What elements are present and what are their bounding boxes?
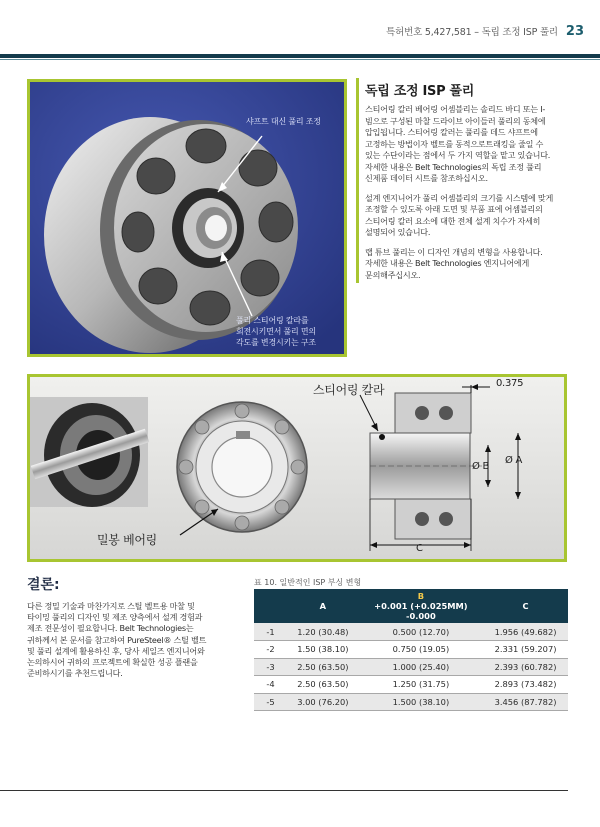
conclusion-line: 다른 정밀 기술과 마찬가지로 스틸 벨트용 마찰 및 bbox=[27, 601, 195, 611]
conclusion-line: 귀하께서 본 문서를 참고하여 PureSteel® 스틸 벨트 bbox=[27, 634, 207, 645]
isp-bushing-table bbox=[254, 589, 568, 711]
label-steering-collar: 스티어링 칼라 bbox=[313, 383, 385, 397]
label-dim-a: Ø A bbox=[505, 455, 522, 466]
table-cell: 2.50 (63.50) bbox=[287, 676, 359, 694]
photo-label-bottom-line: 풀리 스티어링 칼라를 bbox=[236, 316, 309, 325]
header-title: 특허번호 5,427,581 – 독립 조정 ISP 풀리 bbox=[386, 27, 558, 38]
table-cell: -1 bbox=[254, 623, 287, 641]
table-cell: -5 bbox=[254, 693, 287, 711]
table-header-b-title: B bbox=[417, 591, 425, 601]
header-rule-thin bbox=[0, 59, 600, 60]
isp-line: 신제품 데이터 시트를 참조하십시오. bbox=[365, 173, 488, 183]
pulley-photo bbox=[27, 79, 347, 357]
isp-line: 압입됩니다. 스티어링 칼러는 풀리를 데드 샤프트에 bbox=[365, 127, 538, 137]
table-header-index bbox=[254, 589, 287, 623]
table-row bbox=[254, 658, 568, 676]
table-header-b-tolerance-minus: -0.000 bbox=[406, 611, 436, 621]
isp-line: 자세한 내용은 Belt Technologies 엔지니어에게 bbox=[365, 258, 530, 268]
table-cell: 2.893 (73.482) bbox=[483, 676, 568, 694]
conclusion-line: 타이밍 풀리의 디자인 및 제조 양측에서 설계 경험과 bbox=[27, 612, 203, 623]
table-cell: 3.00 (76.20) bbox=[287, 693, 359, 711]
conclusion-title: 결론: bbox=[27, 577, 60, 593]
page-header bbox=[386, 20, 584, 42]
table-row bbox=[254, 676, 568, 694]
table-cell: 1.000 (25.40) bbox=[359, 658, 483, 676]
isp-line: 고정하는 방법이자 벨트를 동적으로트래킹을 줄일 수 bbox=[365, 138, 544, 149]
isp-paragraph bbox=[365, 193, 586, 239]
table-header-row bbox=[254, 589, 568, 623]
conclusion-section bbox=[27, 574, 252, 679]
conclusion-line: 준비하시기를 추천드립니다. bbox=[27, 668, 123, 679]
isp-paragraph bbox=[365, 247, 586, 282]
isp-line: 설명되어 있습니다. bbox=[365, 227, 431, 237]
photo-label-bottom bbox=[236, 315, 316, 348]
isp-paragraph bbox=[365, 104, 586, 185]
isp-line: 빔으로 구성된 마찰 드라이브 아이들러 풀리의 동체에 bbox=[365, 115, 546, 126]
header-rule bbox=[0, 54, 600, 58]
table-cell: 3.456 (87.782) bbox=[483, 693, 568, 711]
table-cell: -4 bbox=[254, 676, 287, 694]
table-header-c: C bbox=[483, 589, 568, 623]
table-cell: 1.250 (31.75) bbox=[359, 676, 483, 694]
conclusion-line: 및 풀리 설계에 활용하신 후, 당사 세일즈 엔지니어와 bbox=[27, 645, 205, 656]
table-cell: -2 bbox=[254, 641, 287, 659]
table-cell: 2.393 (60.782) bbox=[483, 658, 568, 676]
isp-line: 있는 수단이라는 점에서 두 가지 역할을 맡고 있습니다. bbox=[365, 150, 551, 160]
steering-collar-diagram bbox=[27, 374, 567, 562]
isp-line: 랩 튜브 풀리는 이 디자인 개념의 변형을 사용합니다. bbox=[365, 246, 543, 257]
photo-label-bottom-line: 회전시키면서 풀리 면의 bbox=[236, 327, 316, 336]
footer-rule bbox=[0, 790, 568, 791]
table-cell: -3 bbox=[254, 658, 287, 676]
table-header-b bbox=[359, 589, 483, 623]
table-cell: 2.331 (59.207) bbox=[483, 641, 568, 659]
table-cell: 1.20 (30.48) bbox=[287, 623, 359, 641]
table-cell: 1.50 (38.10) bbox=[287, 641, 359, 659]
label-dim-b: Ø B bbox=[472, 461, 490, 472]
table-header-a: A bbox=[287, 589, 359, 623]
table-row bbox=[254, 693, 568, 711]
photo-label-bottom-line: 각도를 변경시키는 구조 bbox=[236, 338, 316, 347]
table-cell: 2.50 (63.50) bbox=[287, 658, 359, 676]
conclusion-text bbox=[27, 601, 252, 679]
table-cell: 0.500 (12.70) bbox=[359, 623, 483, 641]
table-row bbox=[254, 641, 568, 659]
isp-section bbox=[356, 78, 586, 283]
isp-line: 조정할 수 있도록 아래 도면 및 부품 표에 어셈블리의 bbox=[365, 204, 543, 214]
page-number: 23 bbox=[565, 23, 584, 39]
conclusion-line: 논의하시어 귀하의 프로젝트에 확실한 성공 플랜을 bbox=[27, 657, 198, 668]
isp-line: 스티어링 칼러 베어링 어셈블리는 솔리드 바디 또는 I- bbox=[365, 104, 546, 114]
isp-line: 문의해주십시오. bbox=[365, 269, 421, 280]
conclusion-line: 제조 전문성이 필요합니다. Belt Technologies는 bbox=[27, 623, 194, 634]
isp-line: 설계 엔지니어가 풀리 어셈블리의 크기를 시스템에 맞게 bbox=[365, 192, 554, 203]
table-cell: 1.956 (49.682) bbox=[483, 623, 568, 641]
photo-label-top: 샤프트 대신 풀리 조정 bbox=[246, 117, 321, 126]
label-dim-c: C bbox=[416, 543, 423, 554]
isp-line: 자세한 내용은 Belt Technologies의 독립 조정 풀리 bbox=[365, 161, 542, 172]
isp-section-title: 독립 조정 ISP 풀리 bbox=[365, 84, 475, 99]
table-cell: 0.750 (19.05) bbox=[359, 641, 483, 659]
table-caption: 표 10. 일반적인 ISP 부싱 변형 bbox=[254, 578, 362, 587]
table-cell: 1.500 (38.10) bbox=[359, 693, 483, 711]
table-row bbox=[254, 623, 568, 641]
label-dim-0375: 0.375 bbox=[496, 378, 524, 389]
table-header-b-tolerance-plus: +0.001 (+0.025MM) bbox=[374, 601, 468, 611]
label-sealed-bearing: 밀봉 베어링 bbox=[97, 533, 157, 547]
isp-line: 스티어링 칼러 요소에 대한 전체 설계 치수가 자세히 bbox=[365, 215, 541, 226]
